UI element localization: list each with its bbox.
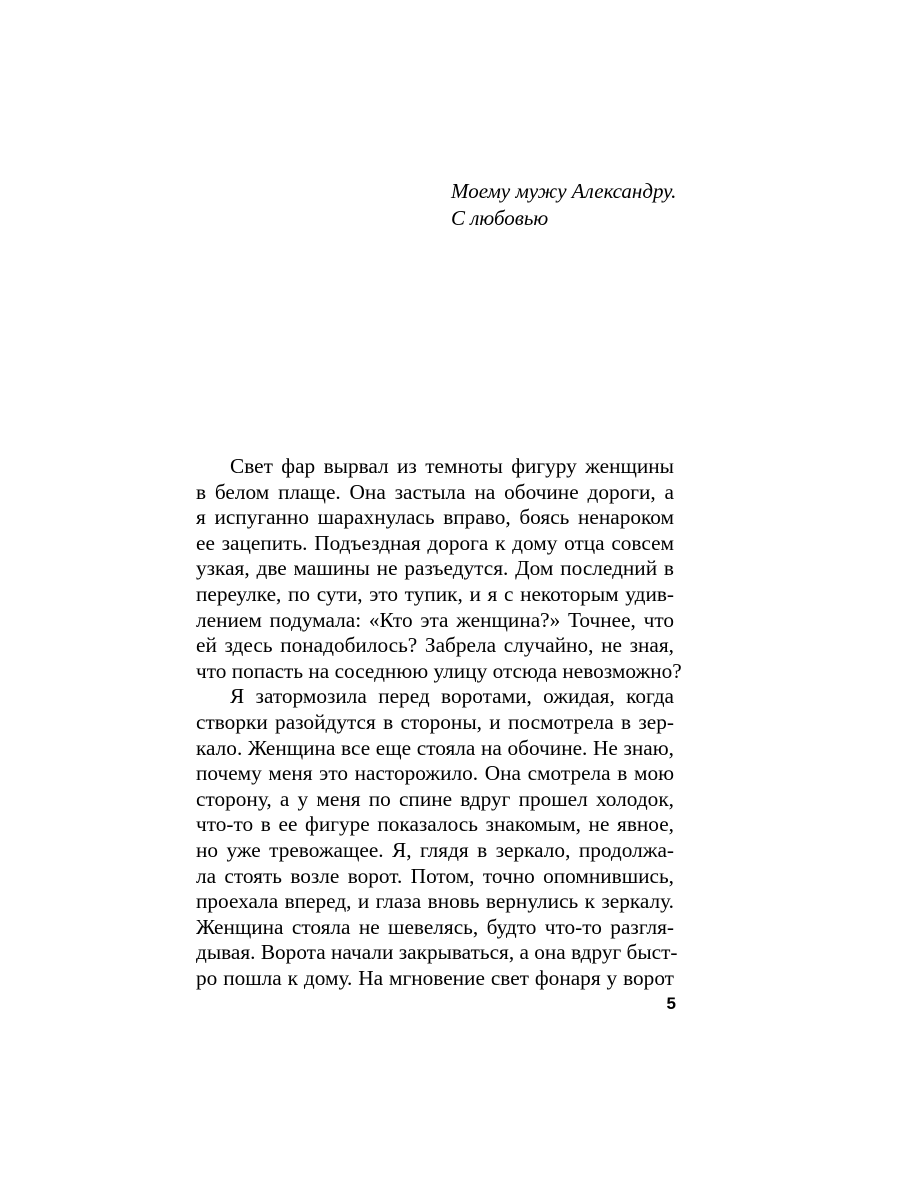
text-line: Я затормозила перед воротами, ожидая, когда	[230, 684, 674, 709]
text-line: лением подумала: «Кто эта женщина?» Точнее, что	[196, 607, 674, 632]
page-number: 5	[666, 994, 676, 1013]
text-line: створки разойдутся в стороны, и посмотрела в зер-	[196, 709, 674, 734]
paragraph	[196, 684, 678, 991]
dedication-line: Моему мужу Александру.	[451, 179, 677, 203]
text-line: узкая, две машины не разъедутся. Дом последний в	[196, 556, 674, 581]
paragraph	[196, 454, 682, 684]
text-line: дывая. Ворота начали закрываться, а она вдруг быст-	[196, 940, 678, 965]
dedication-line: С любовью	[451, 206, 549, 230]
text-line: ро пошла к дому. На мгновение свет фонаря у ворот	[196, 965, 674, 990]
text-line: ей здесь понадобилось? Забрела случайно, не зная,	[196, 633, 674, 658]
text-line: что попасть на соседнюю улицу отсюда невозможно?	[196, 658, 682, 683]
text-line: ее зацепить. Подъездная дорога к дому отца совсем	[196, 530, 674, 555]
text-line: кало. Женщина все еще стояла на обочине. Не знаю,	[196, 735, 674, 760]
text-line: ла стоять возле ворот. Потом, точно опомнившись,	[196, 863, 674, 888]
text-line: почему меня это насторожило. Она смотрела в мою	[196, 761, 674, 786]
text-line: но уже тревожащее. Я, глядя в зеркало, продолжа-	[196, 837, 674, 862]
text-line: я испуганно шарахнулась вправо, боясь ненароком	[196, 505, 674, 530]
dedication	[451, 178, 711, 232]
text-line: Женщина стояла не шевелясь, будто что-то разгля-	[196, 914, 674, 939]
text-line: проехала вперед, и глаза вновь вернулись к зеркалу.	[196, 889, 674, 914]
text-line: переулке, по сути, это тупик, и я с некоторым удив-	[196, 581, 674, 606]
text-line: Свет фар вырвал из темноты фигуру женщины	[230, 454, 674, 478]
text-line: что-то в ее фигуре показалось знакомым, не явное,	[196, 812, 674, 837]
chapter-text	[196, 454, 682, 991]
text-line: сторону, а у меня по спине вдруг прошел холодок,	[196, 786, 674, 811]
text-line: в белом плаще. Она застыла на обочине дороги, а	[196, 479, 674, 504]
